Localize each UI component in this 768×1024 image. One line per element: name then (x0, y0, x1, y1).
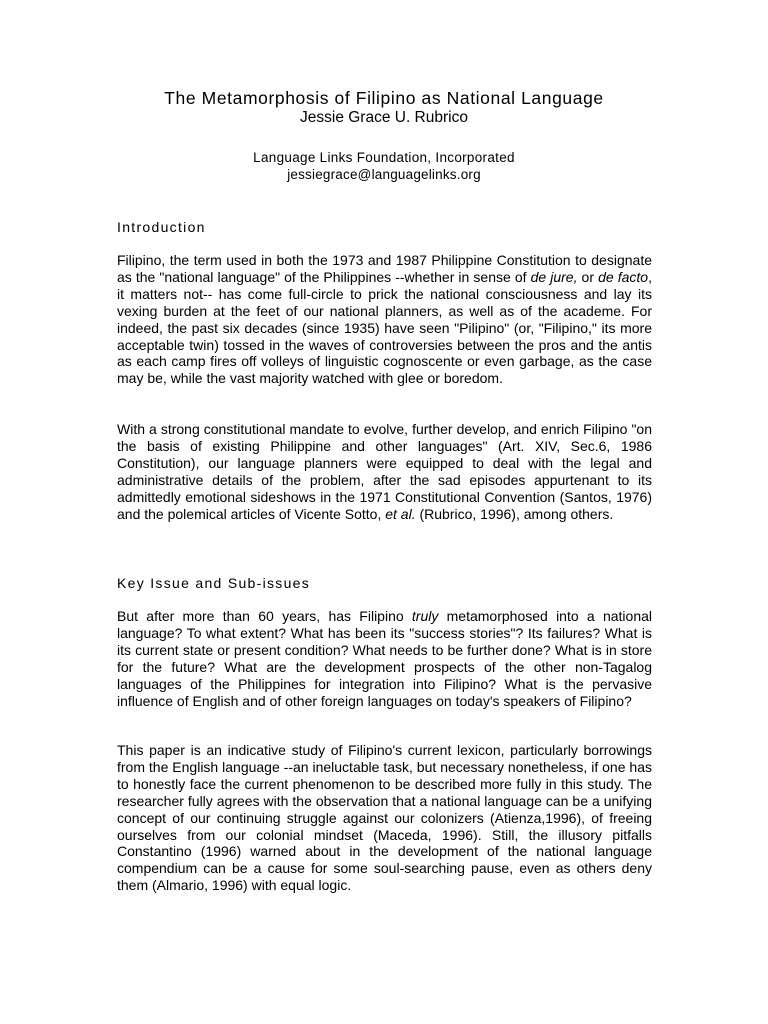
intro-paragraph-2 (117, 421, 652, 522)
intro-paragraph-1 (117, 252, 652, 387)
italic-text: et al. (385, 505, 416, 522)
text-segment: But after more than 60 years, has Filipino (117, 608, 412, 624)
author-name: Jessie Grace U. Rubrico (300, 109, 468, 126)
text-segment: (Rubrico, 1996), among others. (415, 505, 614, 522)
text-segment: , it matters not-- has come full-circle to prick the national consciousness and lay its vexing burden at the feet of our national planners, as well as of the academe. For indeed, the past six decades (since 1935) have seen "Pilipino" (or, "Filipino," its more acceptable twin) tossed in the waves of controversies between the pros and the antis as each camp fires off volleys of linguistic cognoscente or even garbage, as the case may be, while the vast majority watched with glee or boredom. (117, 268, 652, 387)
italic-text: de facto (598, 268, 649, 285)
paper-title: The Metamorphosis of Filipino as National Language (164, 88, 604, 108)
italic-text: truly (411, 608, 439, 624)
affiliation: Language Links Foundation, Incorporated (253, 150, 515, 165)
key-issue-paragraph-2 (117, 742, 652, 894)
author-email: jessiegrace@languagelinks.org (287, 167, 481, 182)
italic-text: de jure, (530, 268, 578, 285)
text-segment: or (577, 268, 599, 285)
text-segment: This paper is an indicative study of Filipino's current lexicon, particularly borrowings from the English language --an ineluctable task, but necessary nonetheless, if one has to honestly face the current phenomenon to be described more fully in this study. The researcher fully agrees with the observation that a national language can be a unifying concept of our continuing struggle against our colonizers (Atienza,1996), of freeing ourselves from our colonial mindset (Maceda, 1996). Still, the illusory pitfalls Constantino (1996) warned about in the development of the national language compendium can be a cause for some soul-searching pause, even as others deny them (Almario, 1996) with equal logic. (117, 742, 652, 894)
text-segment: With a strong constitutional mandate to evolve, further develop, and enrich Filipino "on the basis of existing Philippine and other languages" (Art. XIV, Sec.6, 1986 Constitution), our language planners were equipped to deal with the legal and administrative details of the problem, after the sad episodes appurtenant to its admittedly emotional sideshows in the 1971 Constitutional Convention (Santos, 1976) and the polemical articles of Vicente Sotto, (117, 421, 652, 522)
key-issue-paragraph-1 (117, 608, 652, 709)
section-heading-key-issue: Key Issue and Sub-issues (117, 575, 311, 591)
text-segment: Filipino, the term used in both the 1973 and 1987 Philippine Constitution to designate as the "national language" of the Philippines --whether in sense of (117, 252, 652, 285)
section-heading-introduction: Introduction (117, 219, 206, 235)
text-segment: metamorphosed into a national language? To what extent? What has been its "success stories"? Its failures? What is its current state or present condition? What needs to be further done? What is in store for the future? What are the development prospects of the other non-Tagalog languages of the Philippines for integration into Filipino? What is the pervasive influence of English and of other foreign languages on today's speakers of Filipino? (117, 608, 652, 709)
